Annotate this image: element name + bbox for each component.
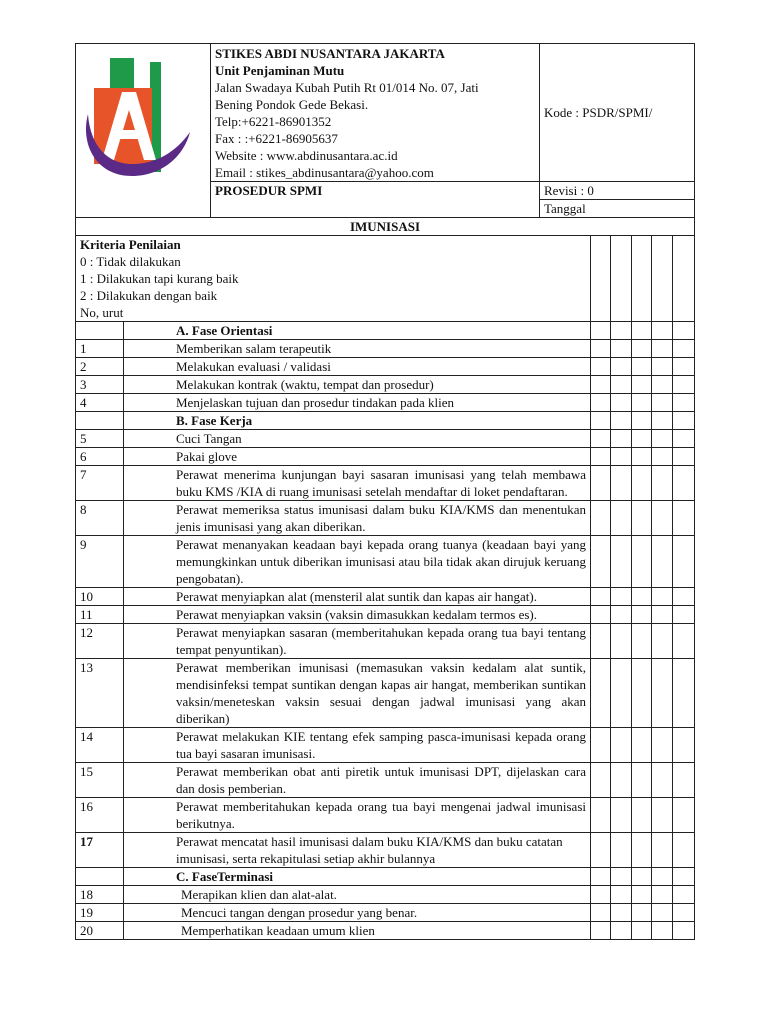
score-cell[interactable]: [611, 833, 632, 868]
score-cell[interactable]: [611, 236, 632, 322]
score-cell[interactable]: [652, 358, 673, 376]
score-cell[interactable]: [591, 448, 611, 466]
score-cell[interactable]: [611, 536, 632, 588]
table-row: [76, 606, 695, 624]
score-cell[interactable]: [652, 536, 673, 588]
criteria-line: No, urut: [80, 305, 124, 320]
score-cell[interactable]: [591, 236, 611, 322]
score-cell[interactable]: [652, 659, 673, 728]
step-text: Melakukan evaluasi / validasi: [124, 358, 591, 376]
step-text: Perawat menyiapkan vaksin (vaksin dimasukkan kedalam termos es).: [124, 606, 591, 624]
step-text: Perawat memeriksa status imunisasi dalam buku KIA/KMS dan menentukan jenis imunisasi yang akan diberikan.: [124, 501, 591, 536]
score-cell[interactable]: [591, 394, 611, 412]
score-cell[interactable]: [673, 466, 695, 501]
score-cell[interactable]: [652, 624, 673, 659]
step-text: Perawat memberikan imunisasi (memasukan vaksin kedalam alat suntik, mendisinfeksi tempat suntikan dengan kapas air hangat, memberikan suntikan vaksin/meneteskan vaksin sesuai dengan jadwal imunisasi yang akan diberikan): [124, 659, 591, 728]
score-cell[interactable]: [652, 236, 673, 322]
row-number: [76, 412, 124, 430]
step-text: Perawat menerima kunjungan bayi sasaran imunisasi yang telah membawa buku KMS /KIA di ruang imunisasi setelah mendaftar di loket pendaftaran.: [124, 466, 591, 501]
score-cell[interactable]: [611, 904, 632, 922]
table-row: [76, 358, 695, 376]
score-cell[interactable]: [632, 376, 652, 394]
criteria-line: 1 : Dilakukan tapi kurang baik: [80, 271, 239, 286]
score-cell[interactable]: [652, 904, 673, 922]
score-cell[interactable]: [591, 340, 611, 358]
score-cell[interactable]: [632, 322, 652, 340]
score-cell[interactable]: [632, 448, 652, 466]
table-row: [76, 904, 695, 922]
fax: Fax : :+6221-86905637: [215, 131, 338, 146]
score-cell[interactable]: [652, 798, 673, 833]
section-header-row: [76, 322, 695, 340]
row-number: 19: [76, 904, 124, 922]
step-text: Cuci Tangan: [124, 430, 591, 448]
score-cell[interactable]: [611, 376, 632, 394]
step-text: Perawat menanyakan keadaan bayi kepada orang tuanya (keadaan bayi yang memungkinkan untuk diberikan imunisasi atau bila tidak akan dirujuk keruang pengobatan).: [124, 536, 591, 588]
section-label: B. Fase Kerja: [124, 412, 591, 430]
step-text: Perawat menyiapkan sasaran (memberitahukan kepada orang tua bayi tentang tempat penyuntikan).: [124, 624, 591, 659]
stikes-logo-icon: [76, 56, 211, 201]
score-cell[interactable]: [673, 501, 695, 536]
row-number: 13: [76, 659, 124, 728]
score-cell[interactable]: [673, 340, 695, 358]
score-cell[interactable]: [611, 728, 632, 763]
row-number: 16: [76, 798, 124, 833]
step-text: Menjelaskan tujuan dan prosedur tindakan pada klien: [124, 394, 591, 412]
score-cell[interactable]: [632, 236, 652, 322]
score-cell[interactable]: [673, 412, 695, 430]
address-line-1: Jalan Swadaya Kubah Putih Rt 01/014 No. 07, Jati: [215, 80, 479, 95]
row-number: 6: [76, 448, 124, 466]
score-cell[interactable]: [652, 868, 673, 886]
row-number: 14: [76, 728, 124, 763]
score-cell[interactable]: [652, 394, 673, 412]
score-cell[interactable]: [591, 886, 611, 904]
table-row: [76, 659, 695, 728]
score-cell[interactable]: [611, 340, 632, 358]
table-row: [76, 394, 695, 412]
table-row: [76, 448, 695, 466]
score-cell[interactable]: [652, 763, 673, 798]
institution-name: STIKES ABDI NUSANTARA JAKARTA: [215, 46, 445, 61]
table-row: [76, 886, 695, 904]
score-cell[interactable]: [591, 322, 611, 340]
row-number: 4: [76, 394, 124, 412]
row-number: 18: [76, 886, 124, 904]
score-cell[interactable]: [673, 358, 695, 376]
criteria-heading: Kriteria Penilaian: [80, 237, 181, 252]
score-cell[interactable]: [632, 358, 652, 376]
revisi: Revisi : 0: [540, 182, 695, 200]
row-number: 20: [76, 922, 124, 940]
row-number: 8: [76, 501, 124, 536]
table-row: [76, 501, 695, 536]
score-cell[interactable]: [591, 624, 611, 659]
score-cell[interactable]: [652, 340, 673, 358]
institution-info: [211, 44, 540, 182]
address-line-2: Bening Pondok Gede Bekasi.: [215, 97, 369, 112]
score-cell[interactable]: [652, 322, 673, 340]
criteria-line: 0 : Tidak dilakukan: [80, 254, 181, 269]
score-cell[interactable]: [632, 430, 652, 448]
table-row: [76, 430, 695, 448]
score-cell[interactable]: [652, 728, 673, 763]
score-cell[interactable]: [611, 430, 632, 448]
document-title: IMUNISASI: [76, 218, 695, 236]
score-cell[interactable]: [673, 588, 695, 606]
score-cell[interactable]: [591, 922, 611, 940]
score-cell[interactable]: [611, 886, 632, 904]
score-cell[interactable]: [591, 868, 611, 886]
score-cell[interactable]: [611, 322, 632, 340]
section-label: C. FaseTerminasi: [124, 868, 591, 886]
row-number: 2: [76, 358, 124, 376]
score-cell[interactable]: [611, 659, 632, 728]
score-cell[interactable]: [652, 376, 673, 394]
table-row: [76, 376, 695, 394]
score-cell[interactable]: [611, 448, 632, 466]
website: Website : www.abdinusantara.ac.id: [215, 148, 398, 163]
score-cell[interactable]: [673, 904, 695, 922]
row-number: 1: [76, 340, 124, 358]
section-header-row: [76, 412, 695, 430]
step-text: Perawat mencatat hasil imunisasi dalam buku KIA/KMS dan buku catatan imunisasi, serta rekapitulasi setiap akhir bulannya: [124, 833, 591, 868]
step-text: Pakai glove: [124, 448, 591, 466]
score-cell[interactable]: [632, 886, 652, 904]
score-cell[interactable]: [673, 394, 695, 412]
score-cell[interactable]: [673, 798, 695, 833]
row-number: 7: [76, 466, 124, 501]
table-row: [76, 763, 695, 798]
score-cell[interactable]: [652, 412, 673, 430]
score-cell[interactable]: [632, 588, 652, 606]
telp: Telp:+6221-86901352: [215, 114, 332, 129]
score-cell[interactable]: [632, 466, 652, 501]
score-cell[interactable]: [632, 536, 652, 588]
step-text: Memberikan salam terapeutik: [124, 340, 591, 358]
score-cell[interactable]: [632, 606, 652, 624]
score-cell[interactable]: [632, 904, 652, 922]
table-row: [76, 588, 695, 606]
table-row: [76, 922, 695, 940]
score-cell[interactable]: [591, 833, 611, 868]
score-cell[interactable]: [673, 376, 695, 394]
criteria-line: 2 : Dilakukan dengan baik: [80, 288, 218, 303]
score-cell[interactable]: [632, 340, 652, 358]
score-cell[interactable]: [632, 501, 652, 536]
score-cell[interactable]: [673, 763, 695, 798]
score-cell[interactable]: [652, 606, 673, 624]
kode-cell: [540, 44, 695, 182]
step-text: Memperhatikan keadaan umum klien: [124, 922, 591, 940]
table-row: [76, 728, 695, 763]
table-row: [76, 624, 695, 659]
step-text: Perawat memberitahukan kepada orang tua bayi mengenai jadwal imunisasi berikutnya.: [124, 798, 591, 833]
score-cell[interactable]: [591, 412, 611, 430]
row-number: 3: [76, 376, 124, 394]
row-number: 9: [76, 536, 124, 588]
score-cell[interactable]: [591, 763, 611, 798]
score-cell[interactable]: [591, 430, 611, 448]
score-cell[interactable]: [591, 798, 611, 833]
table-row: [76, 798, 695, 833]
table-row: [76, 833, 695, 868]
score-cell[interactable]: [591, 358, 611, 376]
row-number: [76, 322, 124, 340]
score-cell[interactable]: [652, 501, 673, 536]
step-text: Melakukan kontrak (waktu, tempat dan prosedur): [124, 376, 591, 394]
score-cell[interactable]: [591, 606, 611, 624]
score-cell[interactable]: [652, 588, 673, 606]
row-number: 5: [76, 430, 124, 448]
score-cell[interactable]: [611, 501, 632, 536]
unit-name: Unit Penjaminan Mutu: [215, 63, 345, 78]
score-cell[interactable]: [673, 922, 695, 940]
score-cell[interactable]: [652, 886, 673, 904]
score-cell[interactable]: [611, 624, 632, 659]
score-cell[interactable]: [673, 833, 695, 868]
score-cell[interactable]: [632, 394, 652, 412]
row-number: 15: [76, 763, 124, 798]
score-cell[interactable]: [673, 606, 695, 624]
score-cell[interactable]: [673, 322, 695, 340]
score-cell[interactable]: [673, 659, 695, 728]
score-cell[interactable]: [673, 868, 695, 886]
score-cell[interactable]: [632, 833, 652, 868]
score-cell[interactable]: [632, 798, 652, 833]
score-cell[interactable]: [673, 728, 695, 763]
score-cell[interactable]: [611, 394, 632, 412]
tanggal: Tanggal: [540, 200, 695, 218]
score-cell[interactable]: [591, 466, 611, 501]
step-text: Merapikan klien dan alat-alat.: [124, 886, 591, 904]
row-number: 11: [76, 606, 124, 624]
score-cell[interactable]: [611, 922, 632, 940]
criteria-cell: [76, 236, 591, 322]
score-cell[interactable]: [673, 624, 695, 659]
score-cell[interactable]: [591, 904, 611, 922]
score-cell[interactable]: [611, 358, 632, 376]
score-cell[interactable]: [673, 448, 695, 466]
table-row: [76, 466, 695, 501]
score-cell[interactable]: [632, 922, 652, 940]
score-cell[interactable]: [591, 536, 611, 588]
score-cell[interactable]: [632, 728, 652, 763]
logo-cell: [76, 44, 211, 218]
score-cell[interactable]: [611, 588, 632, 606]
section-header-row: [76, 868, 695, 886]
score-cell[interactable]: [652, 430, 673, 448]
score-cell[interactable]: [652, 448, 673, 466]
document-page: [75, 43, 694, 940]
score-cell[interactable]: [591, 588, 611, 606]
score-cell[interactable]: [673, 886, 695, 904]
score-cell[interactable]: [611, 868, 632, 886]
kode: Kode : PSDR/SPMI/: [544, 105, 653, 120]
sop-table: [75, 43, 695, 940]
score-cell[interactable]: [632, 624, 652, 659]
score-cell[interactable]: [611, 763, 632, 798]
score-cell[interactable]: [673, 236, 695, 322]
step-text: Perawat melakukan KIE tentang efek samping pasca-imunisasi kepada orang tua bayi sasaran imunisasi.: [124, 728, 591, 763]
email: Email : stikes_abdinusantara@yahoo.com: [215, 165, 434, 180]
score-cell[interactable]: [632, 868, 652, 886]
score-cell[interactable]: [611, 412, 632, 430]
table-row: [76, 340, 695, 358]
row-number: 12: [76, 624, 124, 659]
score-cell[interactable]: [591, 376, 611, 394]
prosedur-label: PROSEDUR SPMI: [211, 182, 540, 218]
score-cell[interactable]: [673, 430, 695, 448]
score-cell[interactable]: [673, 536, 695, 588]
score-cell[interactable]: [632, 659, 652, 728]
score-cell[interactable]: [632, 763, 652, 798]
score-cell[interactable]: [611, 466, 632, 501]
score-cell[interactable]: [652, 922, 673, 940]
score-cell[interactable]: [591, 659, 611, 728]
step-text: Perawat menyiapkan alat (mensteril alat suntik dan kapas air hangat).: [124, 588, 591, 606]
step-text: Mencuci tangan dengan prosedur yang benar.: [124, 904, 591, 922]
step-text: Perawat memberikan obat anti piretik untuk imunisasi DPT, dijelaskan cara dan dosis pemberian.: [124, 763, 591, 798]
row-number: [76, 868, 124, 886]
table-row: [76, 536, 695, 588]
score-cell[interactable]: [611, 606, 632, 624]
score-cell[interactable]: [652, 833, 673, 868]
score-cell[interactable]: [652, 466, 673, 501]
score-cell[interactable]: [611, 798, 632, 833]
score-cell[interactable]: [591, 728, 611, 763]
row-number: 10: [76, 588, 124, 606]
row-number: 17: [76, 833, 124, 868]
score-cell[interactable]: [591, 501, 611, 536]
score-cell[interactable]: [632, 412, 652, 430]
section-label: A. Fase Orientasi: [124, 322, 591, 340]
